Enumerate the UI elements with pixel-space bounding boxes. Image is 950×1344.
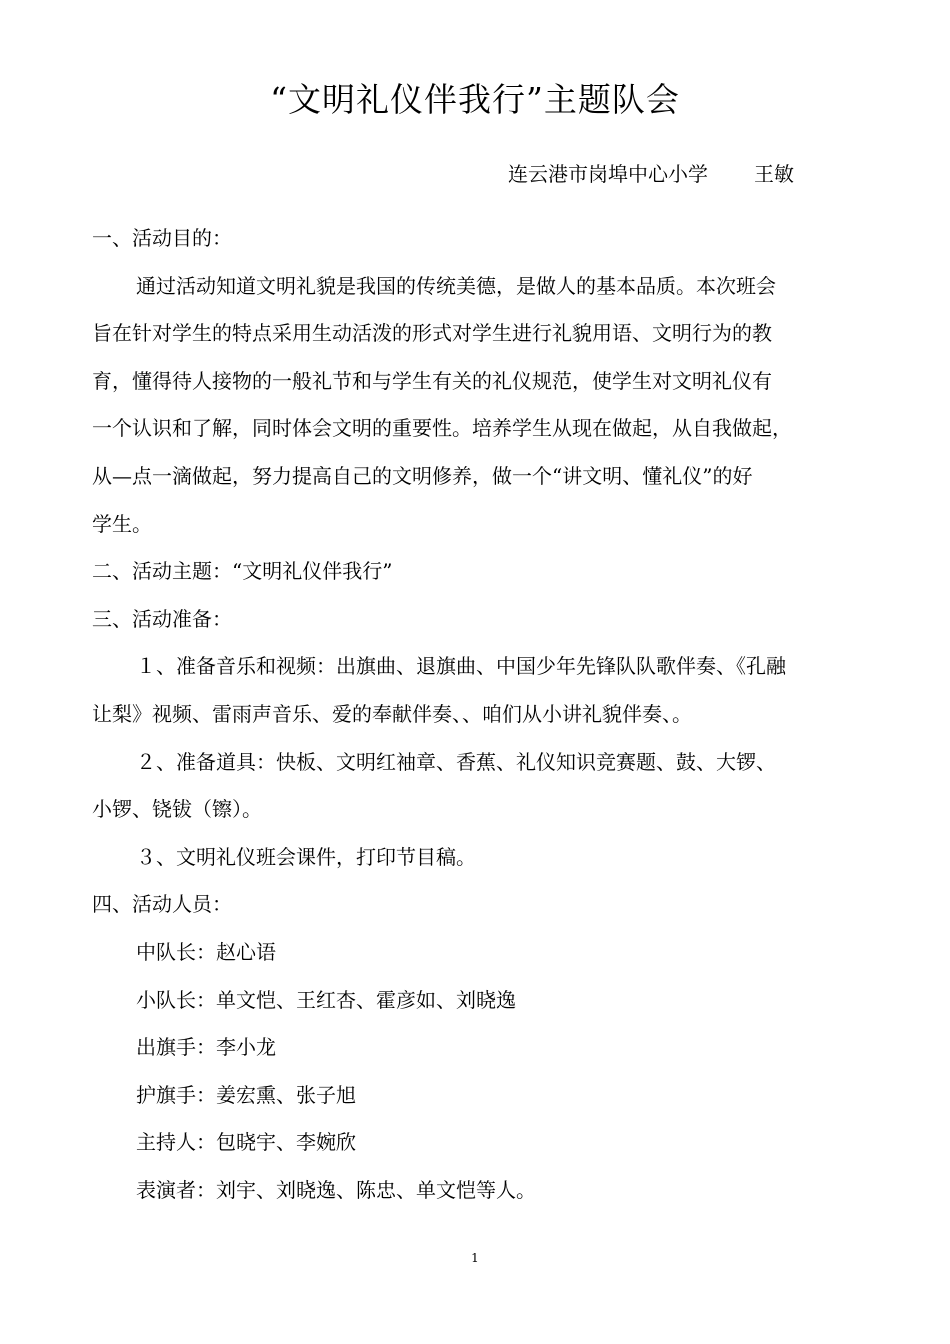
body-line: 二、活动主题：“文明礼仪伴我行” bbox=[92, 559, 393, 584]
page-number: 1 bbox=[471, 1251, 479, 1265]
body-line: 表演者：刘宇、刘晓逸、陈忠、单文恺等人。 bbox=[136, 1177, 536, 1202]
body-line: 四、活动人员： bbox=[92, 892, 232, 917]
body-line: 育，懂得待人接物的一般礼节和与学生有关的礼仪规范，使学生对文明礼仪有 bbox=[92, 368, 772, 393]
document-body bbox=[92, 215, 858, 1214]
body-line: 护旗手：姜宏熏、张子旭 bbox=[136, 1082, 356, 1107]
body-line: ３、文明礼仪班会课件，打印节目稿。 bbox=[136, 844, 476, 869]
body-line: 中队长：赵心语 bbox=[136, 939, 276, 964]
school-name: 连云港市岗埠中心小学 bbox=[508, 162, 708, 186]
body-line: 出旗手：李小龙 bbox=[136, 1035, 276, 1060]
body-line: １、准备音乐和视频：出旗曲、退旗曲、中国少年先锋队队歌伴奏、《孔融 bbox=[136, 654, 786, 679]
body-line: ２、准备道具：快板、文明红袖章、香蕉、礼仪知识竞赛题、鼓、大锣、 bbox=[136, 749, 776, 774]
body-line: 一个认识和了解，同时体会文明的重要性。培养学生从现在做起，从自我做起， bbox=[92, 416, 792, 441]
body-line: 小队长：单文恺、王红杏、霍彦如、刘晓逸 bbox=[136, 987, 516, 1012]
body-line: 让梨》视频、雷雨声音乐、爱的奉献伴奏、、咱们从小讲礼貌伴奏、。 bbox=[92, 701, 692, 726]
body-line: 一、活动目的： bbox=[92, 226, 232, 250]
author-name: 王敏 bbox=[754, 162, 794, 186]
document-title: “文明礼仪伴我行”主题队会 bbox=[270, 80, 680, 119]
body-line: 旨在针对学生的特点采用生动活泼的形式对学生进行礼貌用语、文明行为的教 bbox=[92, 321, 772, 346]
body-line: 通过活动知道文明礼貌是我国的传统美德，是做人的基本品质。本次班会 bbox=[136, 273, 776, 298]
body-line: 小锣、铙钹（镲）。 bbox=[92, 797, 262, 822]
body-line: 学生。 bbox=[92, 511, 152, 536]
byline bbox=[508, 158, 794, 190]
body-line: 从—点一滴做起，努力提高自己的文明修养，做一个“讲文明、懂礼仪”的好 bbox=[92, 463, 753, 488]
body-line: 三、活动准备： bbox=[92, 606, 232, 631]
body-line: 主持人：包晓宇、李婉欣 bbox=[136, 1130, 356, 1155]
